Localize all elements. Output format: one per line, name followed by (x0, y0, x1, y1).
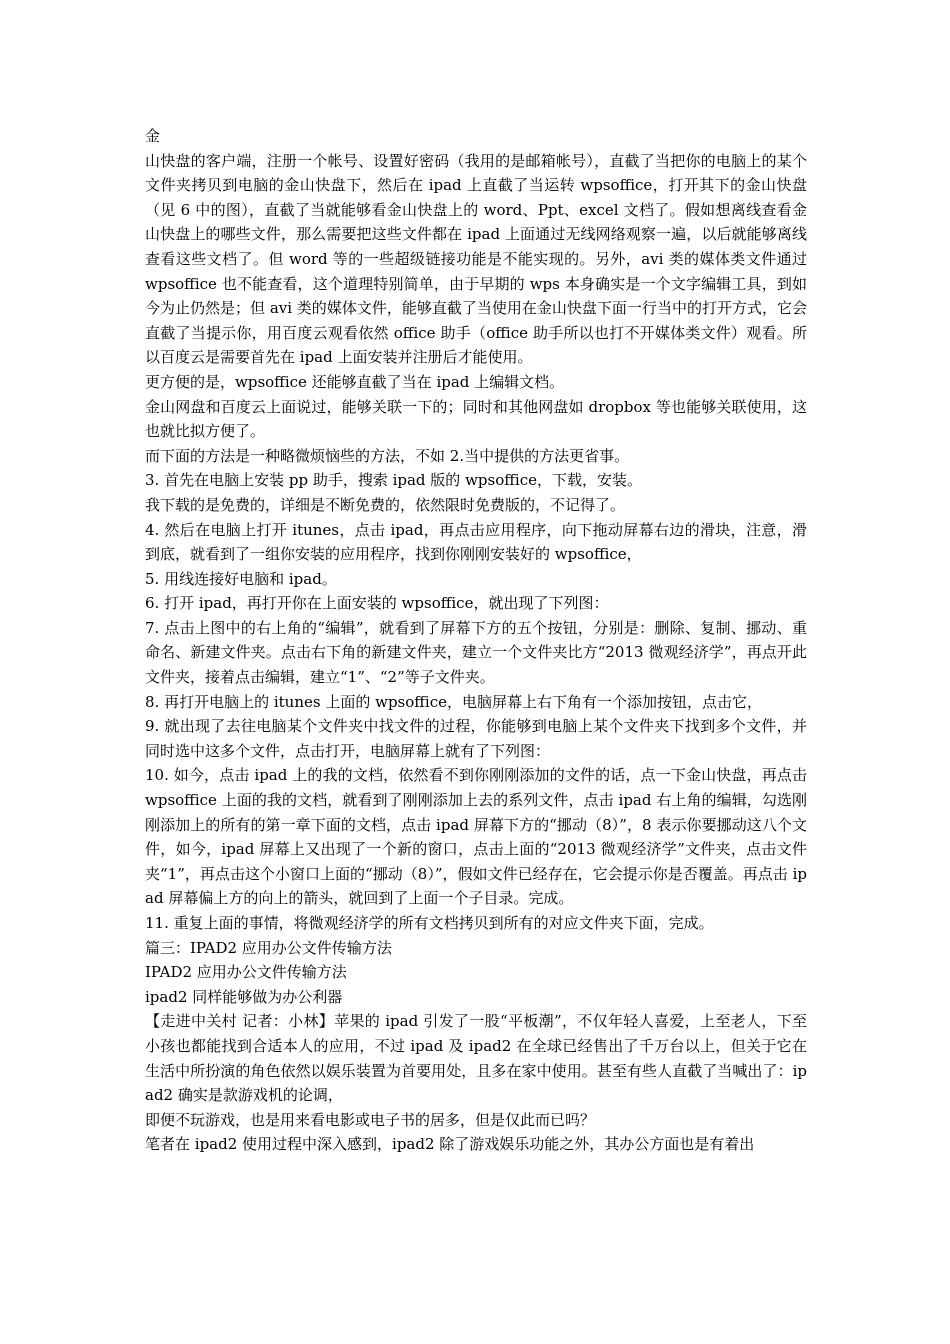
paragraph: 【走进中关村 记者：小林】苹果的 ipad 引发了一股“平板潮”，不仅年轻人喜爱，上至老人，下至小孩也都能找到合适本人的应用，不过 ipad 及 ipad2 在全球已经售出了千万台以上，但关于它在生活中所扮演的角色依然以娱乐装置为首要用处，且多在家中使用。甚至有些人直截了当喊出了：ipad2 确实是款游戏机的论调， (145, 1012, 807, 1105)
paragraph: 9. 就出现了去往电脑某个文件夹中找文件的过程，你能够到电脑上某个文件夹下找到多个文件，并同时选中这多个文件，点击打开，电脑屏幕上就有了下列图： (145, 717, 807, 760)
paragraph: 金山网盘和百度云上面说过，能够关联一下的；同时和其他网盘如 dropbox 等也能够关联使用，这也就比拟方便了。 (145, 397, 807, 441)
paragraph: 8. 再打开电脑上的 itunes 上面的 wpsoffice，电脑屏幕上右下角有一个添加按钮，点击它， (145, 692, 763, 711)
paragraph: 6. 打开 ipad，再打开你在上面安装的 wpsoffice，就出现了下列图： (145, 594, 609, 613)
paragraph: 金 (145, 127, 161, 145)
paragraph: 而下面的方法是一种略微烦恼些的方法，不如 2.当中提供的方法更省事。 (145, 446, 630, 465)
paragraph: ipad2 同样能够做为办公利器 (145, 987, 343, 1006)
paragraph: 10. 如今，点击 ipad 上的我的文档，依然看不到你刚刚添加的文件的话，点一下金山快盘，再点击 wpsoffice 上面的我的文档，就看到了刚刚添加上去的系列文件，点击 ipad 右上角的编辑，勾选刚刚添加上的所有的第一章下面的文档，点击 ipad 屏幕下方的“挪动（8）”，8 表示你要挪动这八个文件，如今，ipad 屏幕上又出现了一个新的窗口，点击上面的“2013 微观经济学”文件夹，点击文件夹“1”，再点击这个小窗口上面的“挪动（8）”，假如文件已经存在，它会提示你是否覆盖。再点击 ipad 屏幕偏上方的向上的箭头，就回到了上面一个子目录。完成。 (145, 766, 807, 908)
paragraph: 更方便的是，wpsoffice 还能够直截了当在 ipad 上编辑文档。 (145, 372, 565, 391)
section-heading: 篇三：IPAD2 应用办公文件传输方法 (145, 938, 392, 957)
paragraph: 4. 然后在电脑上打开 itunes，点击 ipad，再点击应用程序，向下拖动屏幕右边的滑块，注意，滑到底，就看到了一组你安装的应用程序，找到你刚刚安装好的 wpsoffice， (145, 520, 807, 564)
document-body (145, 124, 807, 1157)
paragraph: 山快盘的客户端，注册一个帐号、设置好密码（我用的是邮箱帐号），直截了当把你的电脑上的某个文件夹拷贝到电脑的金山快盘下，然后在 ipad 上直截了当运转 wpsoffice，打开其下的金山快盘（见 6 中的图），直截了当就能够看金山快盘上的 word、Ppt、excel 文档了。假如想离线查看金山快盘上的哪些文件，那么需要把这些文件都在 ipad 上面通过无线网络观察一遍，以后就能够离线查看这些文档了。但 word 等的一些超级链接功能是不能实现的。另外，avi 类的媒体类文件通过 wpsoffice 也不能查看，这个道理特别简单，由于早期的 wps 本身确实是一个文字编辑工具，到如今为止仍然是；但 avi 类的媒体文件，能够直截了当使用在金山快盘下面一行当中的打开方式，它会直截了当提示你，用百度云观看依然 office 助手（office 助手所以也打不开媒体类文件）观看。所以百度云是需要首先在 ipad 上面安装并注册后才能使用。 (145, 151, 807, 367)
paragraph: 笔者在 ipad2 使用过程中深入感到，ipad2 除了游戏娱乐功能之外，其办公方面也是有着出 (145, 1135, 755, 1154)
paragraph: 11. 重复上面的事情，将微观经济学的所有文档拷贝到所有的对应文件夹下面，完成。 (145, 914, 714, 932)
paragraph: 3. 首先在电脑上安装 pp 助手，搜索 ipad 版的 wpsoffice，下载，安装。 (145, 471, 642, 490)
paragraph: 7. 点击上图中的右上角的“编辑”，就看到了屏幕下方的五个按钮，分别是：删除、复制、挪动、重命名、新建文件夹。点击右下角的新建文件夹，建立一个文件夹比方“2013 微观经济学”，再点开此文件夹，接着点击编辑，建立“1”、“2”等子文件夹。 (145, 618, 807, 687)
paragraph: 5. 用线连接好电脑和 ipad。 (145, 569, 337, 588)
paragraph: 即便不玩游戏，也是用来看电影或电子书的居多，但是仅此而已吗？ (145, 1110, 596, 1129)
paragraph: IPAD2 应用办公文件传输方法 (145, 963, 347, 982)
paragraph: 我下载的是免费的，详细是不断免费的，依然限时免费版的，不记得了。 (145, 495, 626, 514)
